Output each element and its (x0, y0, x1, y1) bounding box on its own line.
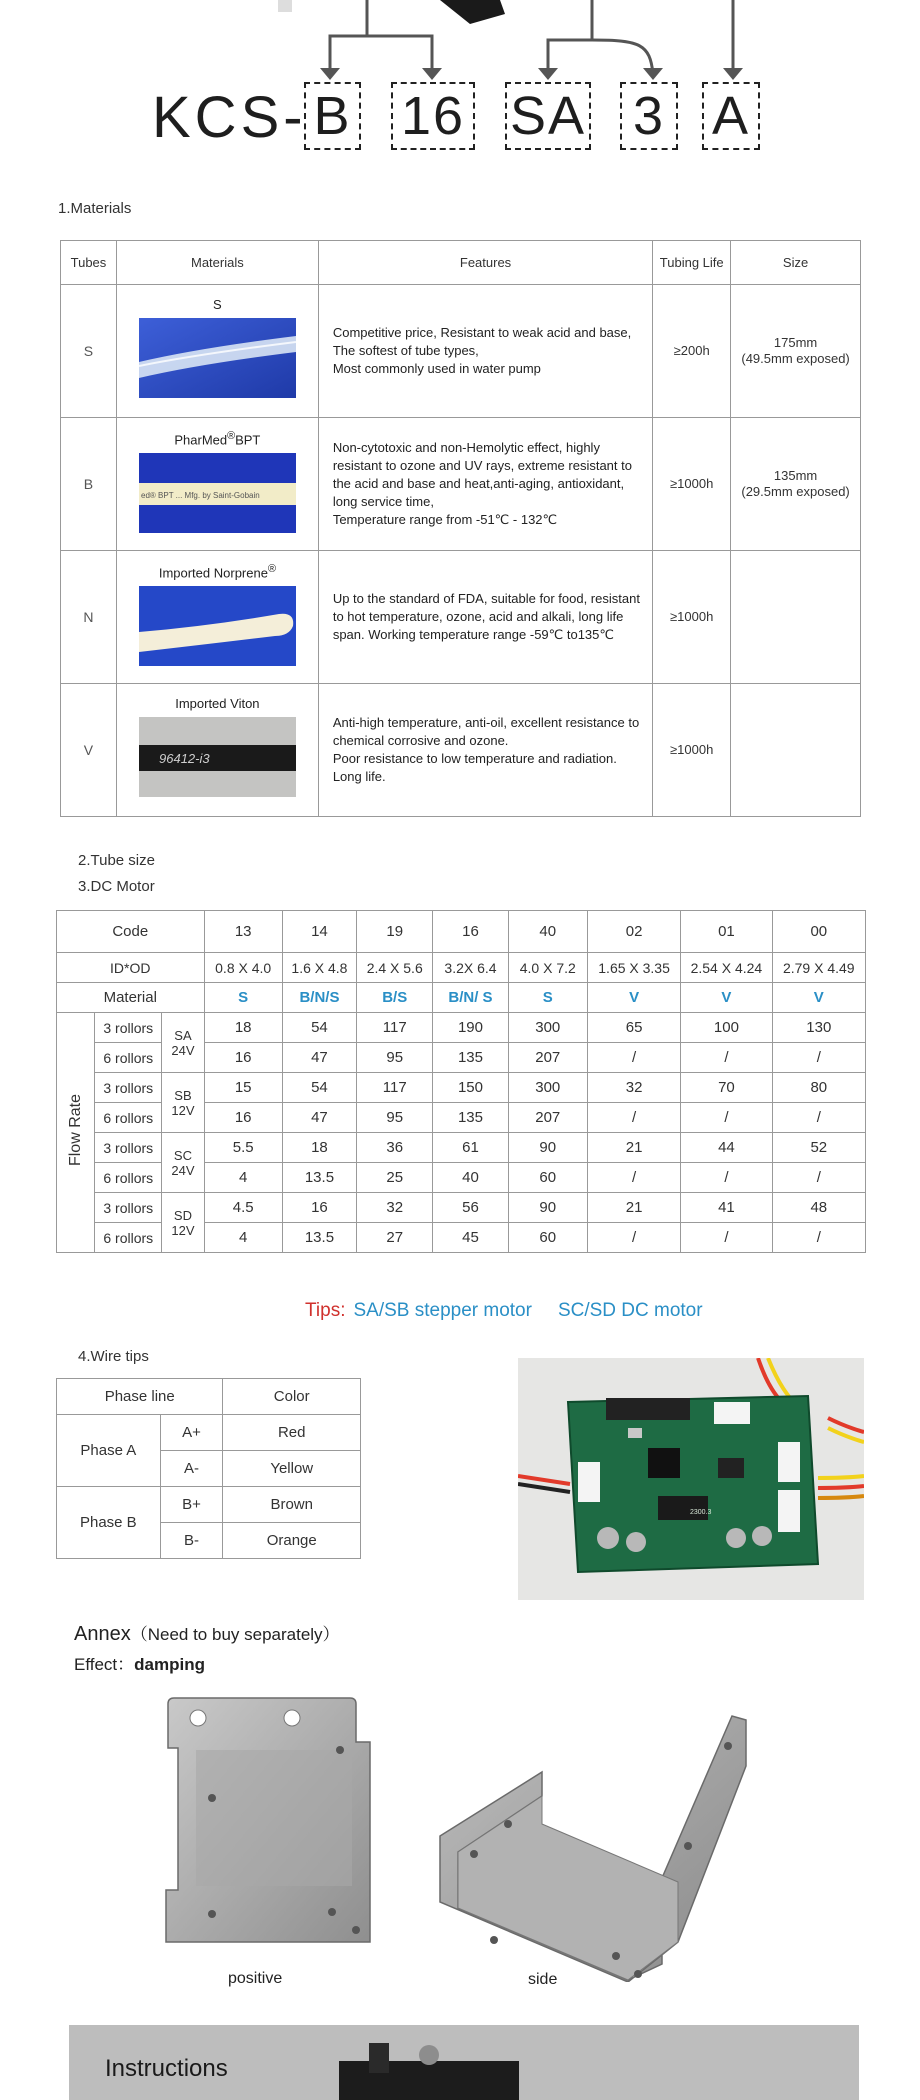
motor-type: SA (174, 1027, 192, 1043)
idod-value: 1.65 X 3.35 (587, 953, 680, 983)
material-value: V (587, 983, 680, 1013)
size-length: 175mm (773, 335, 818, 350)
flow-value: / (587, 1043, 680, 1073)
caption-side: side (528, 1971, 558, 1988)
rollers-label: 6 rollors (95, 1103, 162, 1133)
material-value: V (772, 983, 865, 1013)
flow-value: 70 (681, 1073, 772, 1103)
wire-color: Red (223, 1415, 361, 1451)
table-row (61, 551, 861, 684)
dc-motor-title: 3.DC Motor (78, 878, 155, 895)
flow-value: 4 (204, 1163, 282, 1193)
flow-value: 207 (508, 1103, 587, 1133)
phase-line-header: Phase line (57, 1379, 223, 1415)
col-header-features: Features (318, 241, 652, 285)
circuit-board-image (518, 1358, 864, 1600)
feature-line: Temperature range from -51℃ - 132℃ (332, 512, 558, 527)
flow-value: 150 (433, 1073, 508, 1103)
flow-value: / (772, 1223, 865, 1253)
tips-stepper: SA/SB stepper motor (353, 1300, 532, 1321)
arrow-lines (330, 0, 733, 74)
flow-value: 5.5 (204, 1133, 282, 1163)
flow-value: 32 (357, 1193, 433, 1223)
rollers-label: 6 rollors (95, 1163, 162, 1193)
product-photo-fragment (278, 0, 292, 12)
material-name-text: S (213, 297, 222, 312)
features-cell (318, 551, 652, 684)
wire-row (57, 1487, 361, 1523)
flow-value: 56 (433, 1193, 508, 1223)
rollers-label: 3 rollors (95, 1193, 162, 1223)
code-value: 00 (772, 911, 865, 953)
material-value: B/N/ S (433, 983, 508, 1013)
dc-motor-table (56, 910, 866, 1253)
wire-tips-title: 4.Wire tips (78, 1348, 149, 1365)
size-cell (731, 684, 861, 817)
product-photo-fragment (440, 0, 505, 24)
idod-value: 4.0 X 7.2 (508, 953, 587, 983)
motor-type: SB (174, 1087, 192, 1103)
idod-value: 0.8 X 4.0 (204, 953, 282, 983)
feature-line: Non-cytotoxic and non-Hemolytic effect, highly resistant to ozone and UV rays, extreme resistant to the acid and base and heat,anti-aging, antioxidant, long service time, (332, 440, 632, 509)
material-label: Material (57, 983, 205, 1013)
code-value: 19 (357, 911, 433, 953)
pin-label: A+ (160, 1415, 223, 1451)
material-name (117, 563, 318, 580)
flow-row (57, 1193, 866, 1223)
rollers-label: 6 rollors (95, 1223, 162, 1253)
flow-value: / (681, 1163, 772, 1193)
motor-type: SC (173, 1147, 192, 1163)
flow-value: 32 (587, 1073, 680, 1103)
material-name-tail: BPT (235, 432, 261, 448)
size-cell (731, 551, 861, 684)
material-row (57, 983, 866, 1013)
bracket-side-image (432, 1706, 752, 1982)
instructions-title: Instructions (105, 2055, 228, 2082)
phase-name: Phase B (57, 1487, 161, 1559)
motor-voltage: 12V (171, 1222, 195, 1238)
flow-value: 15 (204, 1073, 282, 1103)
flow-value: 21 (587, 1193, 680, 1223)
code-value: 40 (508, 911, 587, 953)
tubing-life: ≥1000h (653, 418, 731, 551)
annex-label: Annex (74, 1623, 131, 1645)
features-cell (318, 684, 652, 817)
tube-print-text: 96412-i3 (158, 751, 210, 766)
flow-value: 60 (508, 1223, 587, 1253)
tube-code: V (61, 684, 117, 817)
rollers-label: 3 rollors (95, 1133, 162, 1163)
size-exposed: (29.5mm exposed) (741, 484, 850, 499)
features-cell (318, 418, 652, 551)
flow-rate-label: Flow Rate (66, 1094, 84, 1167)
idod-value: 2.79 X 4.49 (772, 953, 865, 983)
tips-dc: SC/SD DC motor (557, 1300, 703, 1321)
code-box-tube: B (304, 82, 361, 150)
code-value: 14 (282, 911, 356, 953)
tubing-life: ≥1000h (653, 551, 731, 684)
flow-value: 60 (508, 1163, 587, 1193)
arrow-heads (320, 68, 743, 80)
size-exposed: (49.5mm exposed) (741, 351, 850, 366)
flow-value: 16 (282, 1193, 356, 1223)
col-header-tubes: Tubes (61, 241, 117, 285)
flow-value: 52 (772, 1133, 865, 1163)
material-name (117, 430, 318, 447)
registered-mark: ® (267, 563, 276, 575)
model-prefix: KCS- (152, 85, 307, 150)
flow-value: 18 (282, 1133, 356, 1163)
material-value: V (681, 983, 772, 1013)
table-row (61, 285, 861, 418)
table-row (61, 684, 861, 817)
pin-label: A- (160, 1451, 223, 1487)
flow-value: / (772, 1043, 865, 1073)
material-value: B/S (357, 983, 433, 1013)
flow-value: 40 (433, 1163, 508, 1193)
tube-code: S (61, 285, 117, 418)
viton-tube-image (139, 717, 296, 797)
wire-table (56, 1378, 361, 1559)
flow-value: 117 (357, 1013, 433, 1043)
code-value: 02 (587, 911, 680, 953)
flow-value: 47 (282, 1103, 356, 1133)
annex-note: （Need to buy separately） (130, 1625, 340, 1644)
board-label: 2300.3 (690, 1509, 712, 1516)
rollers-label: 3 rollors (95, 1013, 162, 1043)
features-cell (318, 285, 652, 418)
flow-value: 90 (508, 1193, 587, 1223)
tube-size-title: 2.Tube size (78, 852, 155, 869)
code-value: 01 (681, 911, 772, 953)
flow-value: 61 (433, 1133, 508, 1163)
flow-value: 100 (681, 1013, 772, 1043)
idod-value: 2.4 X 5.6 (357, 953, 433, 983)
idod-row (57, 953, 866, 983)
effect-value: damping (134, 1655, 205, 1674)
flow-value: 190 (433, 1013, 508, 1043)
code-value: 16 (433, 911, 508, 953)
instructions-banner (69, 2025, 859, 2100)
flow-value: 65 (587, 1013, 680, 1043)
code-value: 13 (204, 911, 282, 953)
material-cell (116, 551, 318, 684)
material-name (117, 696, 318, 711)
flow-value: 300 (508, 1013, 587, 1043)
motor-voltage: 24V (171, 1162, 195, 1178)
col-header-materials: Materials (116, 241, 318, 285)
tips-line (305, 1300, 703, 1322)
materials-header-row (61, 241, 861, 285)
flow-value: 45 (433, 1223, 508, 1253)
flow-rate-label-cell (57, 1013, 95, 1253)
flow-value: 36 (357, 1133, 433, 1163)
size-length: 135mm (773, 468, 818, 483)
code-box-variant: A (702, 82, 760, 150)
flow-value: 130 (772, 1013, 865, 1043)
caption-positive: positive (228, 1970, 283, 1987)
code-box-rollers: 3 (620, 82, 678, 150)
wire-color: Orange (223, 1523, 361, 1559)
flow-value: / (772, 1103, 865, 1133)
color-header: Color (223, 1379, 361, 1415)
motor-type: SD (173, 1207, 192, 1223)
idod-value: 2.54 X 4.24 (681, 953, 772, 983)
flow-value: 16 (204, 1043, 282, 1073)
flow-value: 44 (681, 1133, 772, 1163)
annex-effect (74, 1650, 205, 1675)
flow-value: 48 (772, 1193, 865, 1223)
flow-value: 13.5 (282, 1163, 356, 1193)
size-cell (731, 418, 861, 551)
phase-name: Phase A (57, 1415, 161, 1487)
feature-line: Most commonly used in water pump (332, 361, 541, 376)
registered-mark: ® (227, 430, 236, 442)
flow-value: 18 (204, 1013, 282, 1043)
feature-line: Competitive price, Resistant to weak acid and base, (332, 325, 632, 340)
material-value: B/N/S (282, 983, 356, 1013)
rollers-label: 6 rollors (95, 1043, 162, 1073)
model-code-diagram (0, 0, 920, 170)
tube-print-text: ed® BPT ... Mfg. by Saint-Gobain (140, 491, 260, 501)
size-cell (731, 285, 861, 418)
flow-row (57, 1073, 866, 1103)
material-value: S (508, 983, 587, 1013)
col-header-tubing-life: Tubing Life (653, 241, 731, 285)
pin-label: B+ (160, 1487, 223, 1523)
flow-row (57, 1013, 866, 1043)
pharmed-tube-image (139, 453, 296, 533)
materials-table (60, 240, 861, 817)
driver-board-photo (518, 1358, 864, 1600)
flow-value: / (587, 1163, 680, 1193)
flow-value: 207 (508, 1043, 587, 1073)
flow-value: 27 (357, 1223, 433, 1253)
code-box-motor: SA (505, 82, 591, 150)
motor-type-cell (162, 1193, 204, 1253)
flow-value: 95 (357, 1103, 433, 1133)
flow-value: / (772, 1163, 865, 1193)
col-header-size: Size (731, 241, 861, 285)
flow-value: 16 (204, 1103, 282, 1133)
flow-value: / (587, 1103, 680, 1133)
code-label: Code (57, 911, 205, 953)
code-row (57, 911, 866, 953)
feature-line: Anti-high temperature, anti-oil, excellent resistance to chemical corrosive and ozone. (332, 715, 640, 748)
flow-value: 21 (587, 1133, 680, 1163)
material-name (117, 297, 318, 312)
flow-value: 13.5 (282, 1223, 356, 1253)
code-box-size: 16 (391, 82, 475, 150)
feature-line: Up to the standard of FDA, suitable for food, resistant to hot temperature, ozone, acid and alkali, long life span. Working temperature range -59℃ to135℃ (332, 591, 640, 642)
flow-value: 117 (357, 1073, 433, 1103)
flow-value: / (587, 1223, 680, 1253)
flow-value: 135 (433, 1103, 508, 1133)
wire-row (57, 1415, 361, 1451)
annex-title (74, 1620, 340, 1646)
flow-value: 90 (508, 1133, 587, 1163)
materials-title: 1.Materials (58, 200, 132, 217)
material-cell (116, 418, 318, 551)
tube-code: N (61, 551, 117, 684)
flow-value: 4 (204, 1223, 282, 1253)
material-name-text: Imported Viton (175, 696, 260, 711)
flow-row (57, 1133, 866, 1163)
silicone-tube-image (139, 318, 296, 398)
table-row (61, 418, 861, 551)
flow-value: 54 (282, 1073, 356, 1103)
flow-value: / (681, 1103, 772, 1133)
tubing-life: ≥200h (653, 285, 731, 418)
tubing-life: ≥1000h (653, 684, 731, 817)
effect-label: Effect： (74, 1655, 135, 1674)
flow-value: 54 (282, 1013, 356, 1043)
wire-color: Yellow (223, 1451, 361, 1487)
material-cell (116, 285, 318, 418)
flow-value: 41 (681, 1193, 772, 1223)
motor-type-cell (162, 1133, 204, 1193)
flow-value: / (681, 1223, 772, 1253)
rollers-label: 3 rollors (95, 1073, 162, 1103)
idod-value: 1.6 X 4.8 (282, 953, 356, 983)
feature-line: Poor resistance to low temperature and radiation. Long life. (332, 751, 617, 784)
feature-line: The softest of tube types, (332, 343, 479, 358)
flow-value: 25 (357, 1163, 433, 1193)
tips-label: Tips: (305, 1300, 346, 1321)
idod-label: ID*OD (57, 953, 205, 983)
material-value: S (204, 983, 282, 1013)
flow-value: 4.5 (204, 1193, 282, 1223)
flow-value: 135 (433, 1043, 508, 1073)
idod-value: 3.2X 6.4 (433, 953, 508, 983)
material-name-text: Imported Norprene (158, 565, 268, 581)
motor-voltage: 12V (171, 1102, 195, 1118)
wire-color: Brown (223, 1487, 361, 1523)
material-cell (116, 684, 318, 817)
flow-value: 95 (357, 1043, 433, 1073)
motor-type-cell (162, 1013, 204, 1073)
bracket-front-image (160, 1694, 380, 1954)
wire-header-row (57, 1379, 361, 1415)
pin-label: B- (160, 1523, 223, 1559)
flow-value: 80 (772, 1073, 865, 1103)
flow-value: 47 (282, 1043, 356, 1073)
flow-value: 300 (508, 1073, 587, 1103)
flow-value: / (681, 1043, 772, 1073)
motor-voltage: 24V (171, 1042, 195, 1058)
norprene-tube-image (139, 586, 296, 666)
material-name-text: PharMed (174, 432, 228, 448)
motor-type-cell (162, 1073, 204, 1133)
tube-code: B (61, 418, 117, 551)
